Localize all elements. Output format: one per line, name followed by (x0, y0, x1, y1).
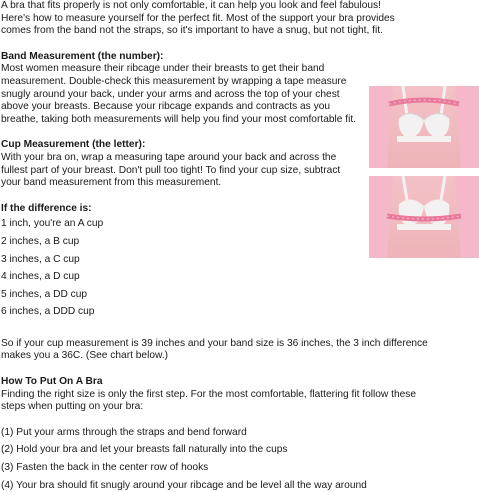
cup-measurement-photo (369, 176, 479, 258)
put-on-heading: How To Put On A Bra (1, 376, 103, 388)
difference-item: 3 inches, a C cup (1, 253, 80, 265)
difference-item: 6 inches, a DDD cup (1, 306, 95, 318)
example-line: makes you a 36C. (See chart below.) (1, 350, 169, 362)
band-line: snugly around your back, under your arms and across the top of your chest (1, 88, 340, 100)
band-line: measurement. Double-check this measurement by wrapping a tape measure (1, 75, 347, 87)
put-on-section (1, 376, 417, 492)
band-line: breathe, taking both measurements will help you find your most comfortable fit. (1, 113, 357, 125)
difference-heading: If the difference is: (1, 202, 92, 214)
band-measurement-photo (369, 86, 479, 168)
put-on-step: (1) Put your arms through the straps and bend forward (1, 426, 247, 438)
band-heading: Band Measurement (the number): (1, 50, 164, 62)
cup-line: fullest part of your breast. Don't pull too tight! To find your cup size, subtract (1, 164, 341, 176)
cup-section (1, 139, 373, 189)
put-on-step: (4) Your bra should fit snugly around your ribcage and be level all the way around (1, 479, 367, 491)
intro-paragraph (1, 0, 395, 38)
put-on-step: (3) Fasten the back in the center row of hooks (1, 462, 209, 474)
difference-item: 5 inches, a DD cup (1, 288, 88, 300)
band-line: above your breasts. Because your ribcage expands and contracts as you (1, 101, 331, 113)
band-measurement-illustration (369, 86, 479, 168)
put-on-line: Finding the right size is only the first step. For the most comfortable, flattering fit follow these (1, 388, 417, 400)
put-on-step: (2) Hold your bra and let your breasts fall naturally into the cups (1, 444, 288, 456)
intro-line: comes from the band not the straps, so it's important to have a snug, but not tight, fit. (1, 25, 383, 37)
example-line: So if your cup measurement is 39 inches and your band size is 36 inches, the 3 inch difference (1, 337, 428, 349)
band-line: Most women measure their ribcage under their breasts to get their band (1, 63, 325, 75)
difference-item: 2 inches, a B cup (1, 235, 80, 247)
put-on-line: steps when putting on your bra: (1, 401, 144, 413)
difference-section (1, 203, 373, 319)
difference-item: 1 inch, you're an A cup (1, 218, 104, 230)
difference-item: 4 inches, a D cup (1, 271, 80, 283)
intro-line: Here's how to measure yourself for the perfect fit. Most of the support your bra provides (1, 12, 395, 24)
cup-measurement-illustration (369, 176, 479, 258)
example-paragraph (1, 337, 428, 363)
cup-line: your band measurement from this measurement. (1, 177, 222, 189)
cup-heading: Cup Measurement (the letter): (1, 139, 146, 151)
intro-line: A bra that fits properly is not only comfortable, it can help you look and feel fabulous! (1, 0, 381, 11)
band-section (1, 51, 373, 127)
cup-line: With your bra on, wrap a measuring tape around your back and across the (1, 151, 337, 163)
article-text (1, 0, 428, 492)
